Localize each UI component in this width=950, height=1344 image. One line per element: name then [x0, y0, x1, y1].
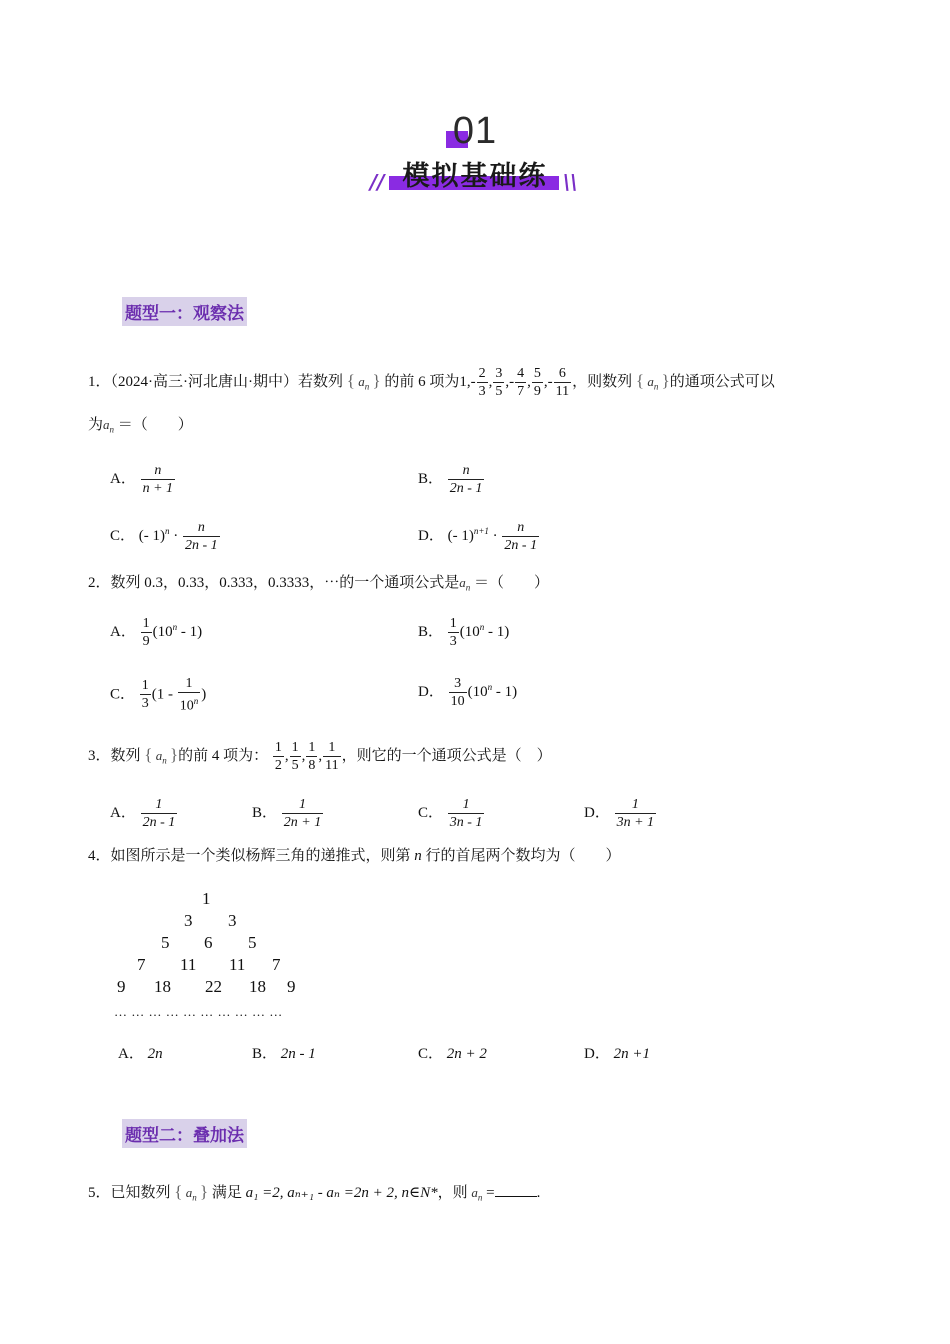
section-number: 01 [452, 110, 498, 152]
option-d[interactable]: D． $\frac{1}{3n + 1}$ [584, 797, 655, 830]
question-4-stem: 4．如图所示是一个类似杨辉三角的递推式，则第 n 行的首尾两个数均为（ ） [88, 848, 621, 864]
option-b[interactable]: B． 2n - 1 [252, 1046, 316, 1062]
question-1-line-1: 1．（2024·高三·河北唐山·期中）若数列 { $a_n$ } 的前 6 项为1,- $\frac{2}{3}$ , $\frac{3}{5}$ ,- $\frac{4}{7}$ , $\frac{5}{9}$ ,- $\frac{6}{11}$ ，则数列 { $a_n$ }的通项公式可以 [88, 366, 775, 399]
option-c[interactable]: C． $\frac{1}{3}$ (1 - $\frac{1}{10^n}$ ) [110, 676, 207, 714]
question-5-stem: 5．已知数列 { $a_n$ } 满足 a₁ =2, aₙ₊₁ - aₙ =2n + 2, n∈N*，则 $a_n$ = . [88, 1182, 541, 1203]
triangle-cell: 7 [272, 955, 281, 974]
triangle-cell: 6 [204, 933, 213, 952]
triangle-cell: 9 [117, 977, 126, 996]
question-text: 若数列 [298, 373, 344, 390]
option-a[interactable]: A． $\frac{1}{2n - 1}$ [110, 797, 176, 830]
title-deco-right: \\ [563, 170, 578, 194]
question-1-line-2: 为$a_n$ ＝（ ） [88, 417, 193, 435]
option-b[interactable]: B． $\frac{1}{2n + 1}$ [252, 797, 322, 830]
triangle-cell: 3 [184, 911, 193, 930]
triangle-cell: 18 [154, 977, 171, 996]
question-2-stem: 2．数列 0.3，0.33，0.333，0.3333，⋯的一个通项公式是$a_n$ ＝（ ） [88, 575, 550, 593]
option-a[interactable]: A． 2n [118, 1046, 163, 1062]
sequence-symbol: { $a_n$ } [346, 370, 381, 392]
question-text: ，则数列 [572, 373, 633, 390]
question-text: 的通项公式可以 [669, 373, 775, 390]
triangle-cell: 3 [228, 911, 237, 930]
page-title: 模拟基础练 [402, 161, 548, 192]
fraction-term: $\frac{3}{5}$ [495, 366, 503, 399]
section-heading-2: 题型二：叠加法 [122, 1119, 247, 1148]
fraction-term: $\frac{2}{3}$ [478, 366, 486, 399]
triangle-cell: 22 [205, 977, 222, 996]
option-a[interactable]: A． $\frac{1}{9}$ (10$^n$ - 1) [110, 616, 203, 649]
option-d[interactable]: D． 2n +1 [584, 1046, 650, 1062]
triangle-cell: 5 [248, 933, 257, 952]
term: 1 [459, 373, 467, 390]
answer-blank[interactable] [495, 1182, 537, 1197]
fraction-term: $\frac{5}{9}$ [533, 366, 541, 399]
option-c[interactable]: C． $\frac{1}{3n - 1}$ [418, 797, 483, 830]
option-d[interactable]: D． $\frac{3}{10}$ (10$^n$ - 1) [418, 676, 518, 709]
triangle-cell: 9 [287, 977, 296, 996]
option-b[interactable]: B． $\frac{1}{3}$ (10$^n$ - 1) [418, 616, 510, 649]
triangle-cell: 11 [229, 955, 246, 974]
triangle-cell: 11 [180, 955, 197, 974]
fraction-term: $\frac{6}{11}$ [555, 366, 570, 399]
question-text: 的前 6 项为 [384, 373, 460, 390]
option-c[interactable]: C． 2n + 2 [418, 1046, 487, 1062]
triangle-cell: 7 [137, 955, 146, 974]
question-3-stem: 3．数列 { $a_n$ }的前 4 项为： $\frac{1}{2}$ , $\frac{1}{5}$ , $\frac{1}{8}$ , $\frac{1}{11}$ ，则它的一个通项公式是（ ） [88, 740, 552, 773]
triangle-cell: 18 [249, 977, 266, 996]
title-deco-left: // [370, 170, 385, 194]
question-source: （2024·高三·河北唐山·期中） [110, 373, 299, 390]
option-a[interactable]: A． $\frac{n}{n + 1}$ [110, 463, 174, 496]
question-number: 1． [88, 373, 111, 390]
triangle-cell: 5 [161, 933, 170, 952]
sequence-symbol: { $a_n$ } [635, 370, 670, 392]
option-b[interactable]: B． $\frac{n}{2n - 1}$ [418, 463, 483, 496]
condition: a₁ =2, aₙ₊₁ - aₙ =2n + 2, n∈N* [245, 1185, 438, 1201]
section-heading-1: 题型一：观察法 [122, 297, 247, 326]
triangle-ellipsis: … … … … … … … … … … [114, 1004, 283, 1019]
triangle-cell: 1 [202, 889, 211, 908]
option-d[interactable]: D． (- 1)$^{n+1}$ · $\frac{n}{2n - 1}$ [418, 520, 538, 553]
fraction-term: $\frac{4}{7}$ [517, 366, 525, 399]
option-c[interactable]: C． (- 1)$^n$ · $\frac{n}{2n - 1}$ [110, 520, 218, 553]
